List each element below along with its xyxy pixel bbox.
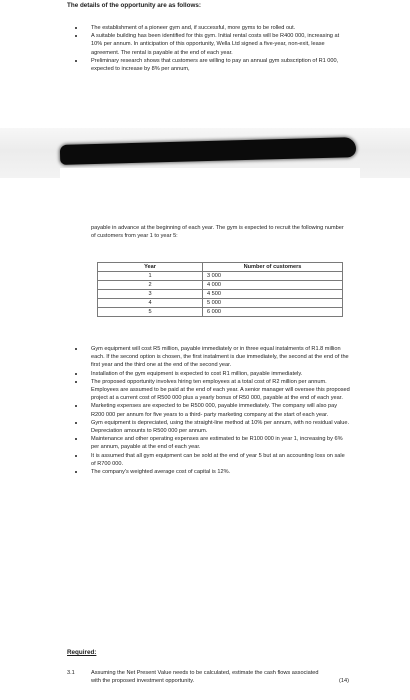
question-marks: (14) (339, 678, 349, 685)
bullet-item: Installation of the gym equipment is expected to cost R1 million, payable immediately. (67, 370, 350, 378)
year-cell: 4 (98, 299, 203, 308)
opportunity-bullets-bottom (67, 345, 350, 476)
bullet-item: The proposed opportunity involves hiring ten employees at a total cost of R2 million per annum. Employees are assumed to be paid at the end of each year. A senior manager will oversee this proposed project at a current cost of R500 000 plus a yearly bonus of R50 000, payable at the end of each year. (67, 378, 350, 403)
table-header-row (98, 263, 343, 272)
customers-cell: 6 000 (203, 308, 343, 317)
bullet-item: A suitable building has been identified for this gym. Initial rental costs will be R400 000, increasing at 10% per annum. In anticipation of this opportunity, Wella Ltd signed a five-year, non-exit, lease agreement. The rental is payable at the end of each year. (67, 32, 343, 57)
question-3-1 (67, 669, 349, 685)
customers-cell: 4 000 (203, 281, 343, 290)
year-cell: 2 (98, 281, 203, 290)
customers-column-header: Number of customers (203, 263, 343, 272)
question-number: 3.1 (67, 670, 75, 676)
table-row (98, 290, 343, 299)
bullet-item: The company's weighted average cost of capital is 12%. (67, 468, 350, 476)
year-cell: 3 (98, 290, 203, 299)
question-text: Assuming the Net Present Value needs to be calculated, estimate the cash flows associated with the proposed investment opportunity. (91, 670, 319, 685)
bullet-item: Marketing expenses are expected to be R500 000, payable immediately. The company will also pay R200 000 per annum for five years to a third- party marketing company at the start of each year. (67, 402, 350, 418)
continued-paragraph: payable in advance at the beginning of each year. The gym is expected to recruit the following number of customers from year 1 to year 5: (91, 225, 344, 240)
bullet-item: Gym equipment is depreciated, using the straight-line method at 10% per annum, with no residual value. Depreciation amounts to R500 000 per annum. (67, 419, 350, 435)
customer-table (97, 262, 343, 317)
opportunity-bullets-top (67, 24, 343, 73)
table-row (98, 272, 343, 281)
table-row (98, 308, 343, 317)
bullet-item: It is assumed that all gym equipment can be sold at the end of year 5 but at an accounting loss on sale of R700 000. (67, 452, 350, 468)
bullet-item: Gym equipment will cost R5 million, payable immediately or in three equal instalments of R1.8 million each. If the second option is chosen, the first instalment is due immediately, the second at the end of the first year and the third one at the end of the second year. (67, 345, 350, 370)
table-row (98, 281, 343, 290)
customers-cell: 4 500 (203, 290, 343, 299)
opportunity-details-title: The details of the opportunity are as follows: (67, 2, 201, 9)
required-heading: Required: (67, 649, 97, 656)
table-row (98, 299, 343, 308)
year-cell: 5 (98, 308, 203, 317)
year-cell: 1 (98, 272, 203, 281)
bullet-item: Preliminary research shows that customers are willing to pay an annual gym subscription of R1 000, expected to increase by 8% per annum, (67, 57, 343, 73)
customers-cell: 3 000 (203, 272, 343, 281)
bullet-item: The establishment of a pioneer gym and, if successful, more gyms to be rolled out. (67, 24, 343, 32)
year-column-header: Year (98, 263, 203, 272)
bullet-item: Maintenance and other operating expenses are estimated to be R100 000 in year 1, increasing by 6% per annum, payable at the end of each year. (67, 435, 350, 451)
customers-cell: 5 000 (203, 299, 343, 308)
